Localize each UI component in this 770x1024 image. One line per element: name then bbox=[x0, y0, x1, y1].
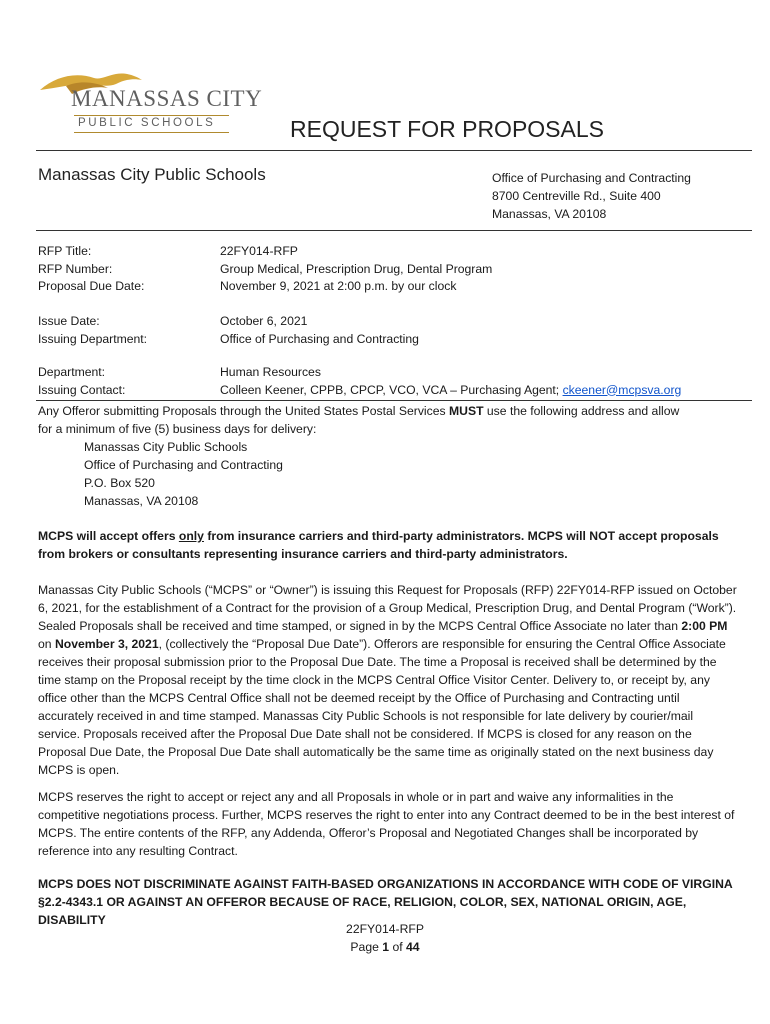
page-title: REQUEST FOR PROPOSALS bbox=[290, 116, 604, 142]
office-address bbox=[492, 169, 691, 223]
address-line: 8700 Centreville Rd., Suite 400 bbox=[492, 189, 661, 203]
postal-address-line: Office of Purchasing and Contracting bbox=[84, 458, 283, 472]
para1-text-a: Manassas City Public Schools (“MCPS” or “Owner”) is issuing this Request for Proposals (RFP) 22FY014-RFP issued on October 6, 2021, for the establishment of a Contract for the provision of a Group Medical, Prescription Drug, and Dental Program (“Work”). Sealed Proposals shall be received and time stamped, or signed in by the MCPS Central Office Associate no later than bbox=[38, 583, 737, 633]
para1-text-b: , (collectively the “Proposal Due Date”). Offerors are responsible for ensuring the Central Office Associate receives their proposal submission prior to the Proposal Due Date. The time a Proposal is received shall be determined by the time stamp on the Proposal receipt by the time clock in the MCPS Central Office Visitor Center. Delivery to, or receipt by, any office other than the MCPS Central Office shall not be deemed receipt by the Office of Purchasing and Contracting until accurately received in and time stamped. Manassas City Public Schools is not responsible for late delivery by courier/mail service. Proposals received after the Proposal Due Date shall not be considered. If MCPS is closed for any reason on the Proposal Due Date, the Proposal Due Date shall automatically be the same time as originally stated on the next business day MCPS is open. bbox=[38, 637, 726, 777]
page-current: 1 bbox=[382, 940, 390, 954]
notice-text-b: from insurance carriers and third-party administrators. MCPS will NOT accept proposals from brokers or consultants representing insurance carriers and third-party administrators. bbox=[38, 529, 719, 561]
title-divider bbox=[36, 150, 752, 151]
header-divider bbox=[36, 230, 752, 231]
notice-text-a: MCPS will accept offers bbox=[38, 529, 179, 543]
issuing-dept-label: Issuing Department: bbox=[38, 331, 148, 346]
page-total: 44 bbox=[406, 940, 420, 954]
acceptance-notice bbox=[38, 527, 738, 563]
due-date-label: Proposal Due Date: bbox=[38, 279, 145, 293]
department-value: Human Resources bbox=[220, 365, 321, 379]
rfp-title-label: RFP Title: bbox=[38, 244, 92, 258]
rfp-values-group3 bbox=[220, 364, 681, 399]
logo-name: MANASSAS CITY bbox=[71, 86, 263, 111]
organization-name: Manassas City Public Schools bbox=[38, 165, 266, 184]
issue-date-label: Issue Date: bbox=[38, 314, 100, 328]
page-number bbox=[0, 938, 770, 956]
nondiscrimination-paragraph: MCPS DOES NOT DISCRIMINATE AGAINST FAITH-BASED ORGANIZATIONS IN ACCORDANCE WITH CODE OF VIRGINA §2.2-4343.1 OR AGAINST AN OFFEROR BECAUSE OF RACE, RELIGION, COLOR, SEX, NATIONAL ORIGIN, AGE, DISABILITY bbox=[38, 877, 733, 927]
rfp-number-label: RFP Number: bbox=[38, 261, 113, 276]
address-line: Manassas, VA 20108 bbox=[492, 207, 607, 221]
issuing-dept-value: Office of Purchasing and Contracting bbox=[220, 331, 419, 346]
rfp-number-value: Group Medical, Prescription Drug, Dental Program bbox=[220, 261, 493, 276]
school-logo bbox=[36, 70, 263, 140]
submission-paragraph bbox=[38, 581, 738, 779]
rfp-labels-group3 bbox=[38, 364, 125, 399]
due-date-value: November 9, 2021 at 2:00 p.m. by our clock bbox=[220, 279, 457, 293]
address-line: Office of Purchasing and Contracting bbox=[492, 171, 691, 185]
logo-rule-bottom bbox=[74, 132, 229, 133]
postal-intro bbox=[38, 402, 738, 420]
para1-time: 2:00 PM bbox=[681, 619, 728, 633]
para1-on: on bbox=[38, 637, 55, 651]
postal-address-line: Manassas, VA 20108 bbox=[84, 494, 199, 508]
postal-intro-text: Any Offeror submitting Proposals through the United States Postal Services bbox=[38, 404, 449, 418]
logo-rule-top bbox=[74, 115, 229, 116]
page-of: of bbox=[389, 940, 406, 954]
department-label: Department: bbox=[38, 365, 106, 379]
postal-address-line: P.O. Box 520 bbox=[84, 476, 155, 490]
postal-intro-text-2: use the following address and allow bbox=[483, 404, 680, 418]
fields-divider bbox=[36, 400, 752, 401]
para1-date: November 3, 2021 bbox=[54, 637, 159, 651]
logo-subtitle: PUBLIC SCHOOLS bbox=[78, 117, 216, 129]
postal-instructions bbox=[38, 402, 738, 510]
postal-intro-line2: for a minimum of five (5) business days for delivery: bbox=[38, 422, 317, 436]
page-footer bbox=[0, 920, 770, 956]
rfp-labels-group1 bbox=[38, 243, 144, 296]
rfp-values-group1 bbox=[220, 243, 492, 296]
rfp-values-group2 bbox=[220, 313, 419, 348]
contact-email-link[interactable]: ckeener@mcpsva.org bbox=[562, 382, 682, 397]
rfp-title-value: 22FY014-RFP bbox=[220, 244, 298, 258]
notice-only: only bbox=[178, 529, 204, 543]
must-emphasis: MUST bbox=[448, 404, 484, 418]
footer-doc-id: 22FY014-RFP bbox=[346, 922, 424, 936]
issue-date-value: October 6, 2021 bbox=[220, 314, 308, 328]
rfp-labels-group2 bbox=[38, 313, 147, 348]
contact-value bbox=[220, 382, 681, 400]
rights-paragraph: MCPS reserves the right to accept or reject any and all Proposals in whole or in part and waive any informalities in the competitive negotiations process. Further, MCPS reserves the right to enter into any Contract deemed to be in the best interest of MCPS. The entire contents of the RFP, any Addenda, Offeror’s Proposal and Negotiated Changes shall be incorporated by reference into any resulting Contract. bbox=[38, 790, 735, 858]
contact-text: Colleen Keener, CPPB, CPCP, VCO, VCA – Purchasing Agent; bbox=[220, 382, 563, 397]
contact-label: Issuing Contact: bbox=[38, 382, 126, 397]
page-word: Page bbox=[350, 940, 383, 954]
postal-address-line: Manassas City Public Schools bbox=[84, 440, 248, 454]
